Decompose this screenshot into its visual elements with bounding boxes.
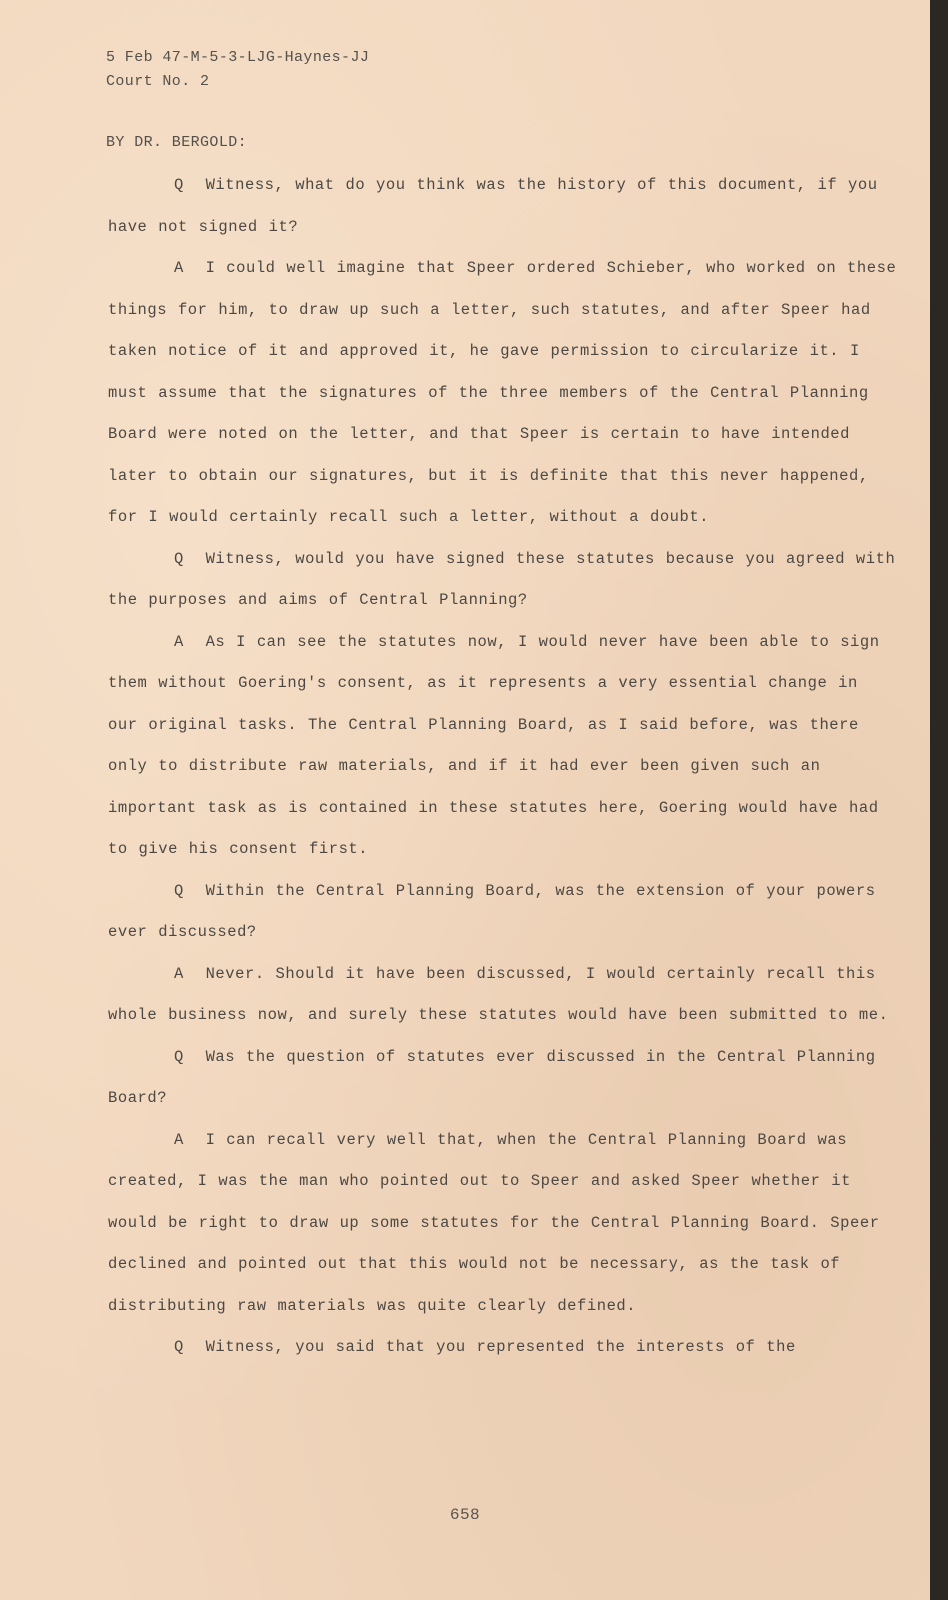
speaker-prefix: A <box>174 964 184 983</box>
paragraph-text: Within the Central Planning Board, was the extension of your powers ever discussed? <box>108 881 876 941</box>
transcript-body <box>108 165 898 1369</box>
speaker-prefix: A <box>174 1130 184 1149</box>
transcript-paragraph <box>108 1327 898 1369</box>
speaker-prefix: Q <box>174 1047 184 1066</box>
examiner-heading: BY DR. BERGOLD: <box>106 134 248 151</box>
paragraph-text: I could well imagine that Speer ordered Schieber, who worked on these things for him, to draw up such a letter, such statutes, and after Speer had taken notice of it and approved it, he gave permission to circularize it. I must assume that the signatures of the three members of the Central Planning Board were noted on the letter, and that Speer is certain to have intended later to obtain our signatures, but it is definite that this never happened, for I would certainly recall such a letter, without a doubt. <box>108 259 897 526</box>
speaker-prefix: A <box>174 259 184 277</box>
speaker-prefix: Q <box>174 176 184 194</box>
transcript-paragraph <box>108 165 898 248</box>
transcript-paragraph <box>108 1037 898 1120</box>
paragraph-text: Witness, would you have signed these statutes because you agreed with the purposes and aims of Central Planning? <box>108 549 896 609</box>
paragraph-text: As I can see the statutes now, I would never have been able to sign them without Goering's consent, as it represents a very essential change in our original tasks. The Central Planning Board, as I said before, was there only to distribute raw materials, and if it had ever been given such an important task as is contained in these statutes here, Goering would have had to give his consent first. <box>108 632 880 858</box>
transcript-paragraph <box>108 871 898 954</box>
speaker-prefix: Q <box>174 1338 184 1356</box>
speaker-prefix: A <box>174 632 184 651</box>
paragraph-text: Never. Should it have been discussed, I would certainly recall this whole business now, and surely these statutes would have been submitted to me. <box>108 964 889 1024</box>
transcript-paragraph <box>108 248 898 539</box>
header-court-line: Court No. 2 <box>106 73 210 90</box>
scan-edge <box>930 0 948 1600</box>
paragraph-text: Witness, you said that you represented the interests of the <box>205 1338 796 1356</box>
speaker-prefix: Q <box>174 881 184 900</box>
speaker-prefix: Q <box>174 549 184 568</box>
transcript-paragraph <box>108 954 898 1037</box>
header-reference-line: 5 Feb 47-M-5-3-LJG-Haynes-JJ <box>106 49 370 66</box>
paragraph-text: Was the question of statutes ever discussed in the Central Planning Board? <box>108 1047 876 1107</box>
paragraph-text: Witness, what do you think was the history of this document, if you have not signed it? <box>108 176 878 236</box>
document-header <box>106 46 369 94</box>
transcript-paragraph <box>108 539 898 622</box>
page-number: 658 <box>449 1506 481 1524</box>
transcript-paragraph <box>108 622 898 871</box>
transcript-paragraph <box>108 1120 898 1328</box>
paragraph-text: I can recall very well that, when the Central Planning Board was created, I was the man who pointed out to Speer and asked Speer whether it would be right to draw up some statutes for the Central Planning Board. Speer declined and pointed out that this would not be necessary, as the task of distributing raw materials was quite clearly defined. <box>108 1130 880 1315</box>
